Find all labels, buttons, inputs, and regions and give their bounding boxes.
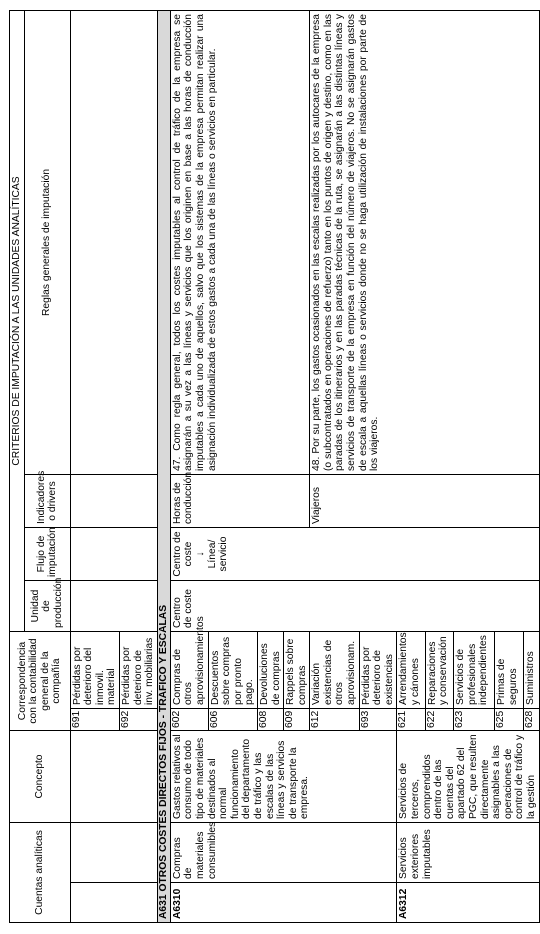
account-desc: Variación existencias de otros aprovisionam.	[310, 632, 359, 709]
account-desc: Compras de otros aprovisionamientos	[170, 632, 208, 709]
header-reglas: Reglas generales de imputación	[24, 10, 70, 474]
driver-cell: Viajeros	[310, 475, 539, 528]
rule-47-text: 47. Como regla general, todos los costes imputables al control de tráfico de la empresa se asignarán a su vez a las líneas y servicios que los originen en base a las horas de conducción imputables a cada uno de aquellos, salvo que los sistemas de la empresa permitan realizar una asignación individualizada de estos gastos a cada una de las líneas o servicios en particular.	[170, 10, 310, 474]
account-code: 692	[119, 709, 157, 731]
account-code: 623	[454, 709, 495, 731]
header-concepto: Concepto	[10, 731, 71, 823]
account-desc: Pérdidas por deterioro de inv. mobiliarias	[119, 632, 157, 709]
account-code: 621	[397, 709, 425, 731]
rule-48-text: 48. Por su parte, los gastos ocasionados en las escalas realizadas por los autocares de la empresa (o subcontratados en operaciones de refuerzo) tanto en los puntos de origen y destino, como en las paradas de los itinerarios y en las paradas técnicas de la ruta, se asignarán a las distintas líneas y servicios de transporte de la empresa en función del número de viajeros. No se asignarán gastos de escala a aquellas líneas o servicios donde no se haga utilización de instalaciones por parte de los viajeros.	[310, 10, 539, 474]
analytic-account-code: A6310	[170, 883, 397, 923]
account-code: 612	[310, 709, 359, 731]
account-code: 608	[257, 709, 283, 731]
account-desc: Devoluciones de compras	[257, 632, 283, 709]
header-indicadores: Indicadores o drivers	[24, 475, 70, 528]
account-code: 609	[284, 709, 310, 731]
header-flujo: Flujo de imputación	[24, 528, 70, 581]
account-desc: Servicios de profesionales independientes	[454, 632, 495, 709]
account-code: 602	[170, 709, 208, 731]
table-row	[70, 10, 119, 922]
section-row	[157, 10, 170, 922]
empty-cell	[70, 731, 157, 823]
header-criterios: CRITERIOS DE IMPUTACIÓN A LAS UNIDADES ANALÍTICAS	[10, 10, 25, 631]
empty-cell	[70, 10, 157, 474]
account-code: 628	[523, 709, 539, 731]
header-cuentas: Cuentas analíticas	[10, 823, 71, 923]
section-title: A631 OTROS COSTES DIRECTOS FIJOS - TRÁFICO Y ESCALAS	[157, 10, 170, 922]
concept-text: Servicios de terceros, comprendidos dentro de las cuentas del apartado 62 del PGC, que resulten directamente asignables a las operaciones de control de tráfico y la gestión	[397, 731, 539, 823]
account-code: 691	[70, 709, 119, 731]
table-row	[170, 10, 208, 922]
empty-cell	[70, 581, 157, 632]
analytic-account-name: Servicios exteriores imputables	[397, 823, 539, 883]
empty-cell	[70, 528, 157, 581]
account-code: 606	[208, 709, 257, 731]
header-row-1	[10, 10, 25, 922]
account-desc: Rappels sobre compras	[284, 632, 310, 709]
account-desc: Reparaciones y conservación	[425, 632, 453, 709]
account-desc: Pérdidas por deterioro de existencias	[359, 632, 397, 709]
unidad-cell: Centro de coste	[170, 581, 539, 632]
analytic-account-name: Compras de materiales consumibles	[170, 823, 397, 883]
imputation-criteria-table	[9, 10, 540, 923]
account-code: 693	[359, 709, 397, 731]
account-code: 622	[425, 709, 453, 731]
header-correspondencia: Correspondencia con la contabilidad general de la compañía	[10, 632, 71, 731]
account-code: 625	[495, 709, 523, 731]
header-unidad: Unidad de producción	[24, 581, 70, 632]
empty-cell	[70, 823, 157, 883]
concept-text: Gastos relativos al consumo de todo tipo de materiales destinados al normal funcionamiento del departamento de tráfico y las escalas de las líneas y servicios de transporte la empresa.	[170, 731, 397, 823]
flujo-cell: Centro de coste ↓ Línea/ servicio	[170, 528, 539, 581]
account-desc: Primas de seguros	[495, 632, 523, 709]
empty-cell	[70, 883, 157, 923]
account-desc: Descuentos sobre compras por pronto pago.	[208, 632, 257, 709]
account-desc: Suministros	[523, 632, 539, 709]
account-desc: Arrendamientos y cánones	[397, 632, 425, 709]
account-desc: Pérdidas por deterioro del inmovil. material	[70, 632, 119, 709]
driver-cell: Horas de conducción	[170, 475, 310, 528]
empty-cell	[70, 475, 157, 528]
analytic-account-code: A6312	[397, 883, 539, 923]
